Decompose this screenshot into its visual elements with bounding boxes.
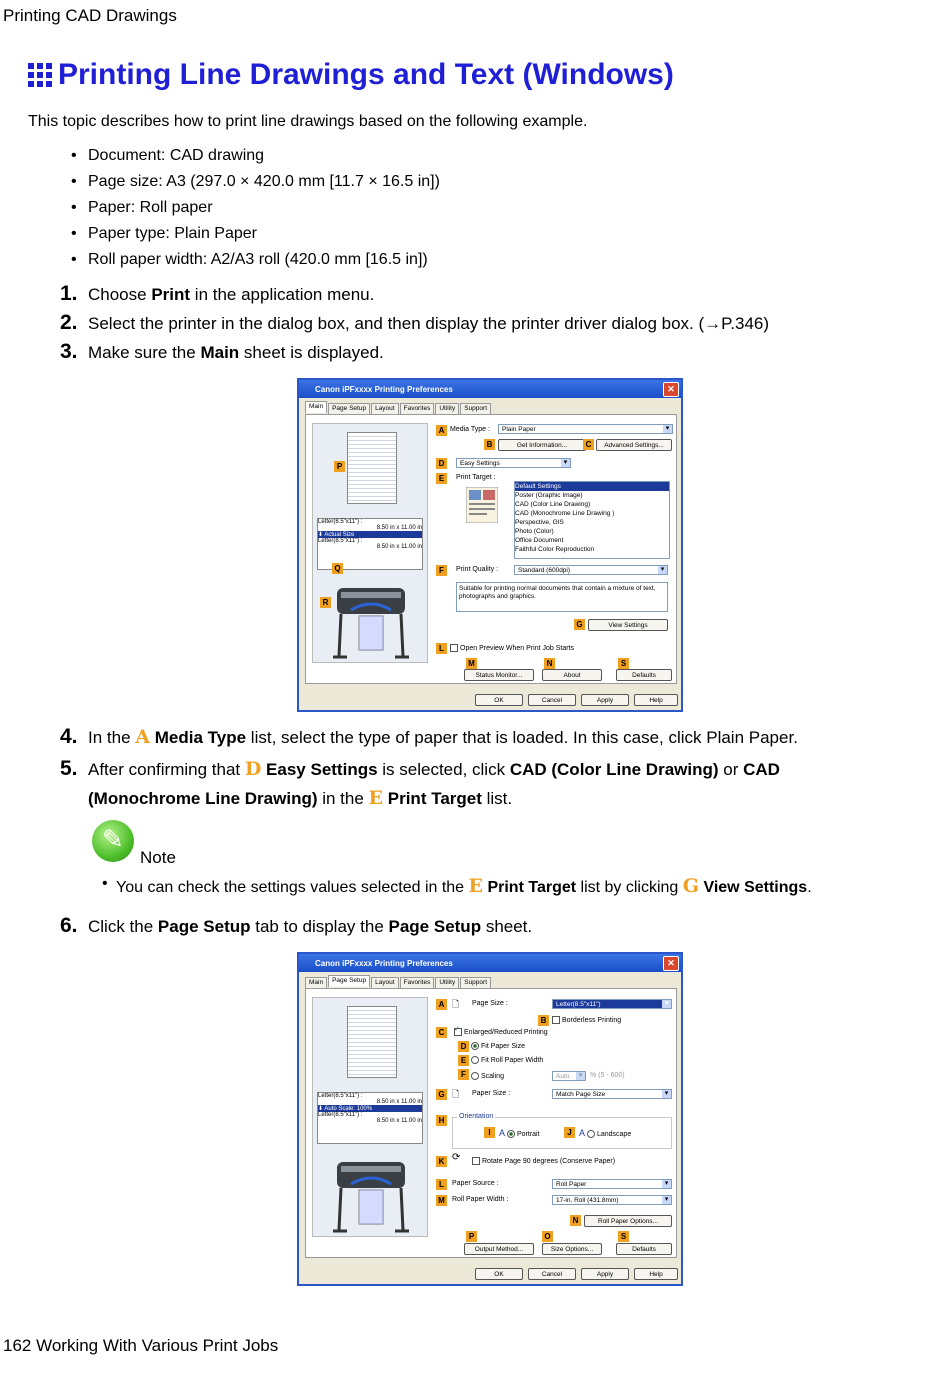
apply-button[interactable]: Apply (581, 1268, 629, 1280)
size-info: Letter(8.5"x11") : 8.50 in x 11.00 in ⬇ Auto Scale: 100% Letter(8.5"x11") : 8.50 in x 11.00 in (317, 1092, 423, 1144)
badge-n: N (544, 658, 555, 669)
paper-size-label: Paper Size : (472, 1090, 511, 1097)
badge-s: S (618, 1231, 629, 1242)
badge-m: M (436, 1195, 447, 1206)
printing-preferences-page-setup-dialog (297, 952, 683, 1286)
page-title (28, 58, 674, 92)
status-monitor-button[interactable]: Status Monitor... (464, 669, 534, 681)
tab-layout[interactable]: Layout (371, 977, 399, 989)
defaults-button[interactable]: Defaults (616, 1243, 672, 1255)
about-button[interactable]: About (542, 669, 602, 681)
easy-settings-select[interactable]: Easy Settings ▾ (456, 458, 571, 468)
badge-h: H (436, 1115, 447, 1126)
ok-button[interactable]: OK (475, 694, 523, 706)
badge-a: A (436, 999, 447, 1010)
open-preview-checkbox[interactable]: Open Preview When Print Job Starts (450, 644, 574, 652)
dialog-titlebar: Canon iPFxxxx Printing Preferences ✕ (299, 954, 681, 972)
list-item[interactable]: CAD (Monochrome Line Drawing ) (515, 510, 615, 517)
tab-utility[interactable]: Utility (435, 977, 459, 989)
badge-g: G (574, 619, 585, 630)
tab-favorites[interactable]: Favorites (400, 403, 435, 415)
preview-pane (312, 997, 428, 1237)
printer-image (331, 1154, 411, 1236)
badge-n: N (570, 1215, 581, 1226)
badge-k: K (436, 1156, 447, 1167)
paper-size-select[interactable]: Match Page Size ▾ (552, 1089, 672, 1099)
size-options-button[interactable]: Size Options... (542, 1243, 602, 1255)
media-type-label: Media Type : (450, 426, 490, 433)
note-pencil-icon (92, 820, 134, 862)
tab-utility[interactable]: Utility (435, 403, 459, 415)
tab-main[interactable]: Main (305, 401, 327, 413)
badge-p: P (334, 461, 345, 472)
landscape-radio[interactable]: A Landscape (579, 1128, 632, 1138)
list-item[interactable]: CAD (Color Line Drawing) (515, 501, 591, 508)
close-icon[interactable]: ✕ (663, 382, 679, 397)
note-text: • You can check the settings values selected in the E Print Target list by clicking G View Settings. (102, 875, 812, 897)
help-button[interactable]: Help (634, 694, 678, 706)
example-list (88, 143, 440, 273)
cancel-button[interactable]: Cancel (528, 694, 576, 706)
badge-e: E (458, 1055, 469, 1066)
tab-page-setup[interactable]: Page Setup (328, 975, 370, 987)
dialog-body (305, 988, 677, 1258)
page-size-icon: 🗋 (452, 999, 460, 1009)
badge-b: B (538, 1015, 549, 1026)
badge-o: O (542, 1231, 553, 1242)
list-item[interactable]: Poster (Graphic Image) (515, 492, 583, 499)
list-item[interactable]: Photo (Color) (515, 528, 554, 535)
badge-i: I (484, 1127, 495, 1138)
badge-d: D (458, 1041, 469, 1052)
orientation-label: Orientation (459, 1113, 494, 1120)
paper-size-icon: 🗋 (452, 1089, 460, 1099)
tab-support[interactable]: Support (460, 977, 491, 989)
page-preview (347, 432, 397, 504)
list-item[interactable]: Faithful Color Reproduction (515, 546, 595, 553)
badge-b: B (484, 439, 495, 450)
rotate-checkbox[interactable]: Rotate Page 90 degrees (Conserve Paper) (472, 1157, 615, 1165)
list-item: • Paper: Roll paper (88, 195, 440, 221)
close-icon[interactable]: ✕ (663, 956, 679, 971)
page-footer: 162 Working With Various Print Jobs (3, 1336, 279, 1355)
tab-support[interactable]: Support (460, 403, 491, 415)
enlarged-reduced-checkbox[interactable]: ✓ Enlarged/Reduced Printing (454, 1028, 548, 1036)
badge-f: F (436, 565, 447, 576)
badge-d: D (436, 458, 447, 469)
ok-button[interactable]: OK (475, 1268, 523, 1280)
page-preview (347, 1006, 397, 1078)
note-box (92, 820, 134, 862)
tab-favorites[interactable]: Favorites (400, 977, 435, 989)
badge-e: E (436, 473, 447, 484)
media-type-select[interactable]: Plain Paper ▾ (498, 424, 673, 434)
size-info: Letter(8.5"x11") : 8.50 in x 11.00 in ⬇ Actual Size Letter(8.5"x11") : 8.50 in x 11.00 in (317, 518, 423, 570)
print-target-list[interactable] (514, 481, 670, 559)
badge-p: P (466, 1231, 477, 1242)
portrait-radio[interactable]: A Portrait (499, 1128, 540, 1138)
step-2: 2. Select the printer in the dialog box, and then display the printer driver dialog box. (→P.346) (60, 311, 770, 334)
list-item: • Roll paper width: A2/A3 roll (420.0 mm [16.5 in]) (88, 247, 440, 273)
badge-r: R (320, 597, 331, 608)
list-item[interactable]: Office Document (515, 537, 564, 544)
step-6: 6. Click the Page Setup tab to display the Page Setup sheet. (60, 914, 533, 937)
view-settings-button[interactable]: View Settings (588, 619, 668, 631)
list-item: • Document: CAD drawing (88, 143, 440, 169)
tab-page-setup[interactable]: Page Setup (328, 403, 370, 415)
badge-a: A (436, 425, 447, 436)
help-button[interactable]: Help (634, 1268, 678, 1280)
dialog-body (305, 414, 677, 684)
running-header: Printing CAD Drawings (3, 6, 177, 25)
output-method-button[interactable]: Output Method... (464, 1243, 534, 1255)
print-target-label: Print Target : (456, 474, 496, 481)
step-4: 4. In the A Media Type list, select the type of paper that is loaded. In this case, click Plain Paper. (60, 725, 798, 748)
rotate-icon: ⟳ (452, 1152, 461, 1163)
borderless-checkbox[interactable]: Borderless Printing (552, 1016, 621, 1024)
tab-main[interactable]: Main (305, 977, 327, 989)
page-size-label: Page Size : (472, 1000, 508, 1007)
step-3: 3. Make sure the Main sheet is displayed. (60, 340, 384, 363)
description-box: Suitable for printing normal documents that contain a mixture of text, photographs and graphics. (456, 582, 668, 612)
badge-l: L (436, 643, 447, 654)
scaling-range: % (5 - 600) (590, 1072, 625, 1079)
scaling-radio[interactable]: Scaling (471, 1072, 504, 1080)
badge-l: L (436, 1179, 447, 1190)
apply-button[interactable]: Apply (581, 694, 629, 706)
step-1: 1. Choose Print in the application menu. (60, 282, 375, 305)
badge-c: C (436, 1027, 447, 1038)
badge-s: S (618, 658, 629, 669)
list-item: • Page size: A3 (297.0 × 420.0 mm [11.7 × 16.5 in]) (88, 169, 440, 195)
dialog-titlebar: Canon iPFxxxx Printing Preferences ✕ (299, 380, 681, 398)
preview-pane (312, 423, 428, 663)
roll-width-select[interactable]: 17-in. Roll (431.8mm) ▾ (552, 1195, 672, 1205)
roll-paper-options-button[interactable]: Roll Paper Options... (584, 1215, 672, 1227)
print-quality-select[interactable]: Standard (600dpi) ▾ (514, 565, 668, 575)
fit-roll-width-radio[interactable]: Fit Roll Paper Width (471, 1056, 543, 1064)
get-information-button[interactable]: Get Information... (498, 439, 586, 451)
paper-source-label: Paper Source : (452, 1180, 499, 1187)
list-item: • Paper type: Plain Paper (88, 221, 440, 247)
advanced-settings-button[interactable]: Advanced Settings... (596, 439, 672, 451)
print-quality-label: Print Quality : (456, 566, 499, 573)
print-target-image (466, 487, 498, 523)
note-label: Note (140, 848, 176, 867)
badge-f: F (458, 1069, 469, 1080)
badge-g: G (436, 1089, 447, 1100)
printer-image (331, 580, 411, 662)
step-5: 5. After confirming that D Easy Settings is selected, click CAD (Color Line Drawing) or CAD (Monochrome Line Drawing) in the E Print Target list. (60, 757, 780, 809)
badge-m: M (466, 658, 477, 669)
scaling-spinner[interactable]: Auto ▾ (552, 1071, 586, 1081)
badge-q: Q (332, 563, 343, 574)
fit-paper-size-radio[interactable]: Fit Paper Size (471, 1042, 525, 1050)
roll-width-label: Roll Paper Width : (452, 1196, 509, 1203)
intro-text: This topic describes how to print line drawings based on the following example. (28, 113, 588, 130)
printing-preferences-main-dialog (297, 378, 683, 712)
grid-icon (28, 63, 52, 87)
badge-c: C (583, 439, 594, 450)
cancel-button[interactable]: Cancel (528, 1268, 576, 1280)
page-title-text: Printing Line Drawings and Text (Windows) (58, 58, 674, 91)
page-size-select[interactable]: Letter(8.5"x11") ▾ (552, 999, 672, 1009)
list-item[interactable]: Default Settings (515, 482, 669, 491)
list-item[interactable]: Perspective, GIS (515, 519, 564, 526)
paper-source-select[interactable]: Roll Paper ▾ (552, 1179, 672, 1189)
tab-layout[interactable]: Layout (371, 403, 399, 415)
badge-j: J (564, 1127, 575, 1138)
defaults-button[interactable]: Defaults (616, 669, 672, 681)
